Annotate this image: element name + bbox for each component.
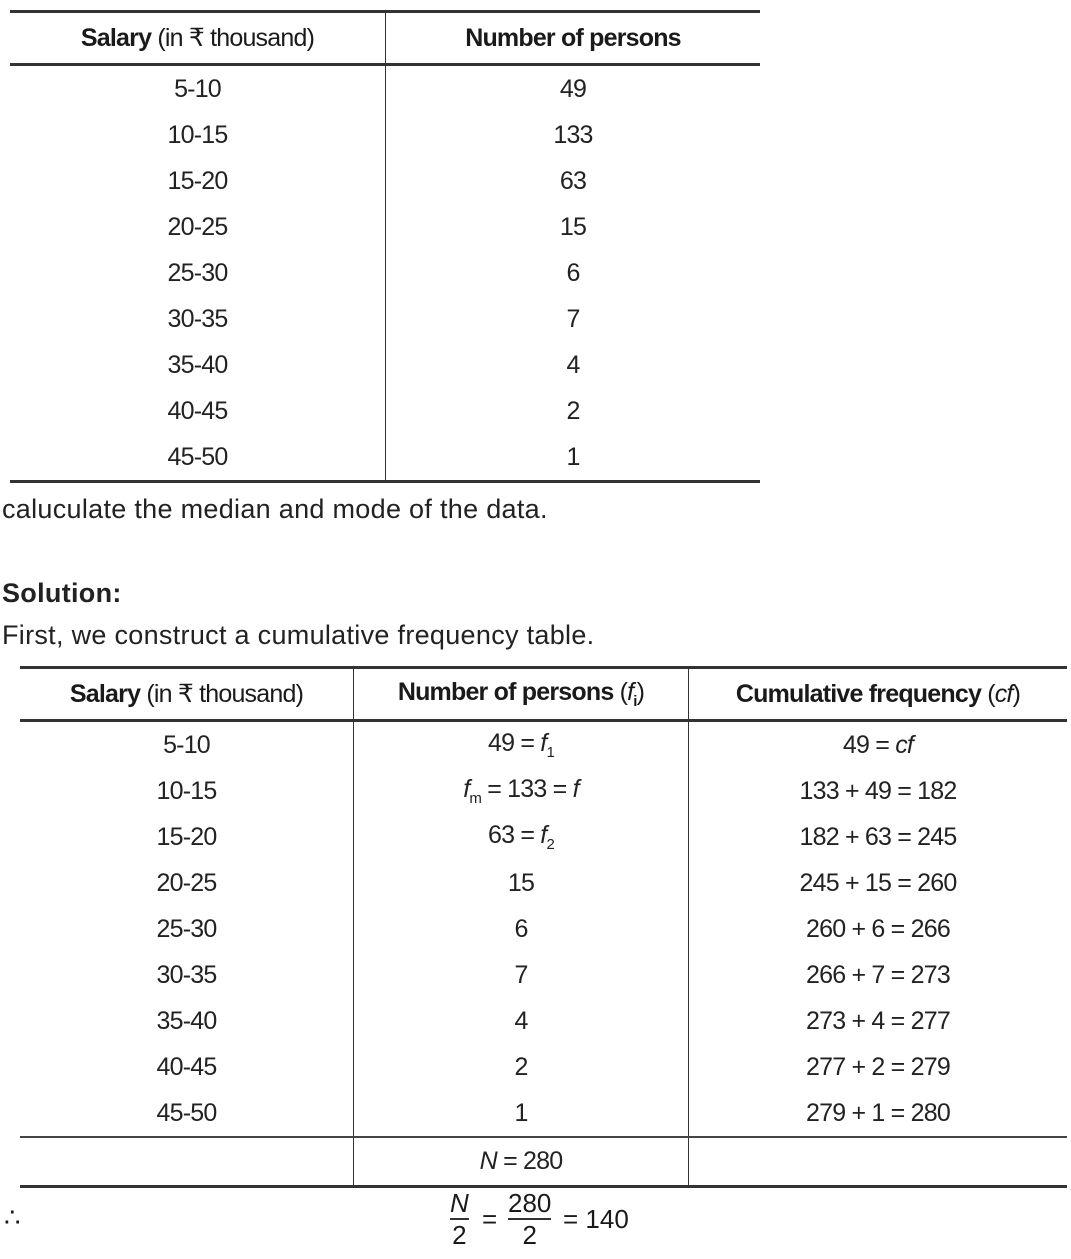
- table-cell: [20, 906, 354, 952]
- table-cell: [689, 1137, 1068, 1187]
- cumulative-frequency-table: [20, 666, 1067, 1188]
- header-bold: Number of persons: [465, 23, 681, 52]
- table-cell: [354, 906, 689, 952]
- table-cell: 6: [386, 250, 761, 296]
- intro-text: First, we construct a cumulative frequency table.: [2, 620, 595, 650]
- table-cell: [20, 814, 354, 860]
- table-cell: 15-20: [167, 166, 228, 195]
- subscript: m: [469, 790, 482, 807]
- table-cell: [354, 952, 689, 998]
- cell-text: (: [613, 678, 628, 706]
- cell-text: f: [463, 775, 470, 803]
- cell-text: 1: [514, 1098, 528, 1127]
- table-cell: 45-50: [167, 442, 228, 471]
- table-cell: 30-35: [167, 304, 228, 333]
- header-bold: Salary: [80, 24, 152, 52]
- table-row: [20, 860, 1067, 906]
- cell-text: cf: [994, 679, 1013, 708]
- cell-text: 245 + 15 = 260: [799, 868, 957, 897]
- cell-text: 63 =: [487, 821, 541, 849]
- cell-text: f: [572, 775, 579, 803]
- table-row: [10, 65, 760, 113]
- table-cell: [354, 721, 689, 769]
- table-cell: 35-40: [167, 350, 228, 379]
- table-row: [10, 388, 760, 434]
- cell-text: 49 =: [842, 730, 896, 759]
- table-cell: 7: [386, 296, 761, 342]
- table-cell: 25-30: [167, 258, 228, 287]
- cell-text: 30-35: [156, 960, 217, 989]
- cell-text: 49 =: [487, 729, 541, 757]
- table-cell: [354, 998, 689, 1044]
- cell-text: 182 + 63 = 245: [799, 822, 957, 851]
- table-row: [20, 814, 1067, 860]
- table-cell: [689, 998, 1068, 1044]
- cell-text: Number of persons: [397, 678, 614, 706]
- cell-text: cf: [895, 730, 914, 759]
- table-cell: 10-15: [167, 120, 228, 149]
- table-cell: [689, 1090, 1068, 1137]
- subscript: 2: [546, 836, 554, 853]
- table-row: [20, 768, 1067, 814]
- table-cell: [20, 998, 354, 1044]
- cell-text: 277 + 2 = 279: [806, 1052, 950, 1081]
- cell-text: 266 + 7 = 273: [806, 960, 950, 989]
- cell-text: f: [540, 821, 547, 849]
- cell-text: 2: [514, 1052, 528, 1081]
- table-cell: [689, 906, 1068, 952]
- question-text: caluculate the median and mode of the data.: [2, 494, 548, 524]
- table-cell: [20, 952, 354, 998]
- table-cell: 5-10: [174, 74, 221, 103]
- cell-text: Salary: [69, 680, 141, 708]
- cell-text: 279 + 1 = 280: [806, 1098, 950, 1127]
- cell-text: 20-25: [156, 868, 217, 897]
- table-row: [10, 296, 760, 342]
- cell-text: 133 + 49 = 182: [799, 776, 957, 805]
- cell-text: 45-50: [156, 1098, 217, 1127]
- table-cell: [20, 1044, 354, 1090]
- cell-text: = 133 =: [481, 775, 573, 803]
- cell-text: ): [636, 678, 645, 706]
- table-cell: [20, 1137, 354, 1187]
- table-cell: 63: [386, 158, 761, 204]
- column-header: [20, 668, 354, 721]
- numerator: 280: [508, 1188, 552, 1218]
- header-normal: (in ₹ thousand): [151, 24, 315, 52]
- cell-text: Cumulative frequency: [735, 679, 982, 708]
- table-row: [20, 1044, 1067, 1090]
- column-header: [354, 668, 689, 721]
- cell-text: f: [627, 678, 634, 706]
- solution-heading: Solution:: [2, 578, 122, 608]
- cell-text: 5-10: [163, 730, 210, 759]
- table-cell: 133: [386, 112, 761, 158]
- table-cell: [689, 768, 1068, 814]
- cell-text: 260 + 6 = 266: [806, 914, 950, 943]
- cell-text: = 280: [496, 1147, 563, 1175]
- table-cell: [20, 1090, 354, 1137]
- table-cell: 4: [386, 342, 761, 388]
- table-row: [20, 721, 1067, 769]
- table-row: [10, 250, 760, 296]
- table-cell: [20, 860, 354, 906]
- table-cell: [689, 814, 1068, 860]
- table-cell: [354, 1090, 689, 1137]
- table-cell: [20, 721, 354, 769]
- table-cell: 15: [386, 204, 761, 250]
- denominator: 2: [452, 1220, 467, 1250]
- cell-text: 4: [514, 1006, 528, 1035]
- table-row: [10, 158, 760, 204]
- subscript: i: [633, 693, 637, 710]
- table-cell: [689, 721, 1068, 769]
- table-cell: 1: [386, 434, 761, 482]
- table-cell: [354, 768, 689, 814]
- table-row: [10, 342, 760, 388]
- cell-text: ): [1012, 679, 1021, 708]
- table-cell: [689, 952, 1068, 998]
- table-cell: 2: [386, 388, 761, 434]
- cell-text: 6: [514, 914, 528, 943]
- therefore-symbol: ∴: [4, 1202, 21, 1232]
- cell-text: 273 + 4 = 277: [806, 1006, 950, 1035]
- table-cell: [354, 814, 689, 860]
- table-row: [10, 112, 760, 158]
- cell-text: 10-15: [156, 776, 217, 805]
- table-cell: 49: [386, 65, 761, 113]
- table-row: [20, 1090, 1067, 1137]
- result: = 140: [563, 1204, 629, 1234]
- table-row: [20, 952, 1067, 998]
- cell-text: f: [540, 729, 547, 757]
- table-cell: 20-25: [167, 212, 228, 241]
- table-cell: [354, 1044, 689, 1090]
- header-salary: [10, 12, 386, 65]
- numerator: N: [450, 1188, 469, 1218]
- total-row: [20, 1137, 1067, 1187]
- table-cell: [689, 860, 1068, 906]
- cell-text: 40-45: [156, 1052, 217, 1081]
- table-row: [20, 998, 1067, 1044]
- cell-text: 15-20: [156, 822, 217, 851]
- cell-text: 7: [514, 960, 528, 989]
- cell-text: 25-30: [156, 914, 217, 943]
- table-cell: [354, 860, 689, 906]
- cell-text: N: [479, 1147, 497, 1175]
- denominator: 2: [522, 1220, 537, 1250]
- table-cell: [689, 1044, 1068, 1090]
- table-cell: 40-45: [167, 396, 228, 425]
- table-cell: [20, 768, 354, 814]
- table-row: [10, 434, 760, 482]
- subscript: 1: [546, 744, 554, 761]
- median-position-formula: [0, 1188, 1071, 1258]
- cell-text: 15: [507, 868, 535, 897]
- table-row: [20, 906, 1067, 952]
- column-header: [689, 668, 1068, 721]
- cell-text: (in ₹ thousand): [140, 680, 304, 708]
- table-row: [10, 204, 760, 250]
- cell-text: (: [981, 679, 995, 708]
- salary-table: [10, 10, 760, 483]
- table-cell: [354, 1137, 689, 1187]
- cell-text: 35-40: [156, 1006, 217, 1035]
- equals: =: [482, 1204, 498, 1234]
- header-persons: [386, 12, 761, 65]
